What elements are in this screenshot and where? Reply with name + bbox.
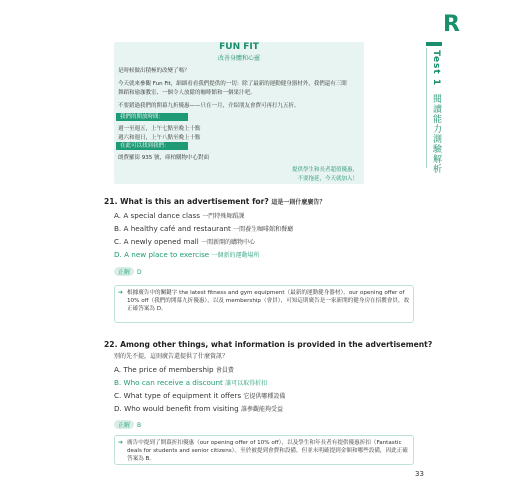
- option-zh: 一間養生咖啡館和餐廳: [233, 226, 294, 233]
- option-text: B. A healthy café and restaurant: [114, 224, 231, 233]
- ad-line: 舞蹈和瑜珈教室、一個令人放鬆的咖啡館和一個果汁吧。: [118, 90, 256, 96]
- location-header: 在此可以找到我們：: [116, 142, 188, 150]
- q22-option-d[interactable]: [114, 404, 283, 413]
- q21-answer: [114, 267, 142, 276]
- q22-option-c[interactable]: [114, 391, 285, 400]
- option-zh: 誰參觀能夠受益: [240, 406, 283, 413]
- q22-answer: [114, 420, 141, 429]
- ad-footer-line: 不要拖延，今天就加入！: [297, 176, 358, 182]
- answer-label: 正解: [114, 267, 134, 276]
- answer-letter: D: [137, 269, 142, 276]
- ad-line: 今天就來參觀 Fun Fit，細細看看我們提供的一切：除了最新的運動健身器材外，我們還有三間: [118, 81, 347, 87]
- q21-explanation: 根據廣告中的關鍵字 the latest fitness and gym equipment（最新的運動健身器材）、our opening offer of 10% off（我們的開幕九折優惠），以及 membership（會員），可知這則廣告是一家新開的健身房在招攬會員，故正確答案為 D。: [127, 290, 410, 312]
- option-text: A. A special dance class: [114, 211, 200, 220]
- hours-line: 週一至週五，上午七點至晚上十點: [118, 126, 201, 132]
- option-zh: 一間新開的購物中心: [201, 239, 256, 246]
- side-accent-bar: [426, 42, 442, 46]
- question-21-zh: 這是一則什麼廣告？: [271, 199, 326, 206]
- arrow-icon: ➔: [118, 289, 124, 296]
- option-text: D. A new place to exercise: [114, 250, 210, 259]
- ad-line: 不要錯過我們的開幕九折優惠——只在一月，介紹朋友會費可再打九五折。: [118, 103, 300, 109]
- side-divider: [426, 48, 427, 168]
- side-test-label: Test 1: [431, 50, 441, 87]
- q22-explanation-box: [114, 435, 414, 465]
- q21-option-d[interactable]: [114, 250, 260, 259]
- hours-line: 週六和週日，上午八點至晚上十點: [118, 135, 201, 141]
- option-zh: 誰可以取得折扣: [225, 380, 268, 387]
- section-letter: R: [443, 12, 460, 37]
- ad-footer-line: 提供學生和長者超值優惠，: [291, 167, 358, 173]
- option-text: B. Who can receive a discount: [114, 378, 223, 387]
- q21-explanation-box: [114, 285, 414, 323]
- answer-letter: B: [137, 422, 142, 429]
- q21-option-b[interactable]: [114, 224, 293, 233]
- hours-header: 我們的開放時間：: [116, 113, 188, 121]
- question-21-text: 21. What is this an advertisement for?: [104, 197, 269, 206]
- option-zh: 一個新的運動場所: [211, 252, 260, 259]
- arrow-icon: ➔: [118, 439, 124, 446]
- q22-option-a[interactable]: [114, 365, 234, 374]
- option-zh: 它提供哪種設備: [243, 393, 286, 400]
- q22-option-b[interactable]: [114, 378, 267, 387]
- q21-option-a[interactable]: [114, 211, 244, 220]
- ad-line: 是時候做出積極的改變了嗎？: [118, 68, 190, 74]
- option-text: C. What type of equipment it offers: [114, 391, 242, 400]
- side-tab: [430, 50, 443, 174]
- question-22: 22. Among other things, what information is provided in the advertisement?: [104, 340, 433, 349]
- ad-title: FUN FIT: [219, 42, 259, 52]
- q21-option-c[interactable]: [114, 237, 255, 246]
- side-title: 閱讀能力測驗解析: [431, 93, 441, 174]
- address-line: 朗費羅街 935 號，庫柏購物中心對面: [118, 155, 209, 161]
- answer-label: 正解: [114, 420, 134, 429]
- ad-subtitle: 改善身體和心靈: [217, 55, 260, 62]
- option-text: C. A newly opened mall: [114, 237, 199, 246]
- option-text: A. The price of membership: [114, 365, 214, 374]
- question-21: [104, 197, 325, 206]
- option-zh: 一門特殊舞蹈課: [202, 213, 245, 220]
- page-number: 33: [415, 470, 424, 478]
- option-zh: 會員費: [215, 367, 234, 374]
- question-22-zh: 別的先不提，這則廣告還提供了什麼資訊？: [114, 353, 229, 360]
- q22-explanation: 廣告中提到了開幕折扣優惠（our opening offer of 10% off），以及學生和年長者有提供優惠折扣（Fantastic deals for students and senior citizens）。至於被提到會費和設備，但並未明確提到金額和哪些設備，因此正確答案為 B。: [127, 440, 408, 462]
- option-text: D. Who would benefit from visiting: [114, 404, 239, 413]
